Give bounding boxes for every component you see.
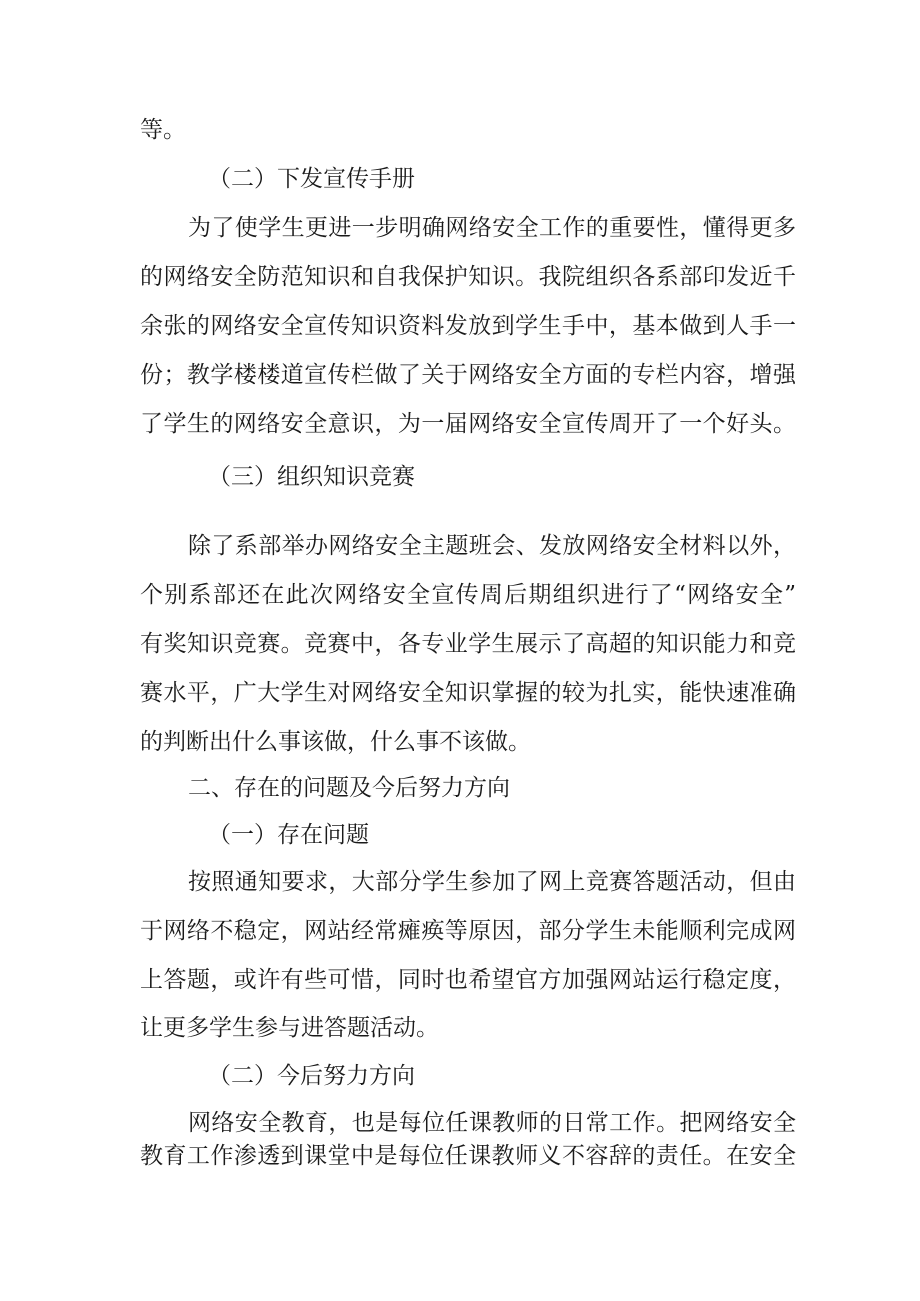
section-heading: （一）存在问题	[208, 822, 369, 848]
chapter-heading: 二、存在的问题及今后努力方向	[188, 775, 510, 801]
paragraph-line: 份；教学楼楼道宣传栏做了关于网络安全方面的专栏内容，增强	[140, 362, 796, 388]
paragraph-line: 个别系部还在此次网络安全宣传周后期组织进行了“网络安全”	[140, 582, 796, 608]
paragraph-line: 教育工作渗透到课堂中是每位任课教师义不容辞的责任。在安全	[140, 1143, 796, 1169]
paragraph-line: 有奖知识竞赛。竞赛中，各专业学生展示了高超的知识能力和竞	[140, 631, 796, 657]
paragraph-line: 为了使学生更进一步明确网络安全工作的重要性，懂得更多	[188, 215, 796, 241]
paragraph-line: 了学生的网络安全意识，为一届网络安全宣传周开了一个好头。	[140, 411, 796, 437]
paragraph-line: 的网络安全防范知识和自我保护知识。我院组织各系部印发近千	[140, 264, 796, 290]
paragraph-line: 除了系部举办网络安全主题班会、发放网络安全材料以外，	[188, 533, 796, 559]
paragraph-line: 按照通知要求，大部分学生参加了网上竞赛答题活动，但由	[188, 869, 796, 895]
paragraph-line: 网络安全教育，也是每位任课教师的日常工作。把网络安全	[188, 1110, 796, 1136]
paragraph-line: 于网络不稳定，网站经常瘫痪等原因，部分学生未能顺利完成网	[140, 918, 796, 944]
paragraph-line: 赛水平，广大学生对网络安全知识掌握的较为扎实，能快速准确	[140, 680, 796, 706]
paragraph-line: 余张的网络安全宣传知识资料发放到学生手中，基本做到人手一	[140, 313, 796, 339]
paragraph-line: 让更多学生参与进答题活动。	[140, 1015, 439, 1041]
paragraph-line: 上答题，或许有些可惜，同时也希望官方加强网站运行稳定度，	[140, 967, 796, 993]
section-heading: （三）组织知识竞赛	[208, 464, 415, 490]
paragraph-line: 的判断出什么事该做，什么事不该做。	[140, 729, 531, 755]
section-heading: （二）下发宣传手册	[208, 166, 415, 192]
section-heading: （二）今后努力方向	[208, 1063, 415, 1089]
paragraph-line: 等。	[140, 117, 186, 143]
